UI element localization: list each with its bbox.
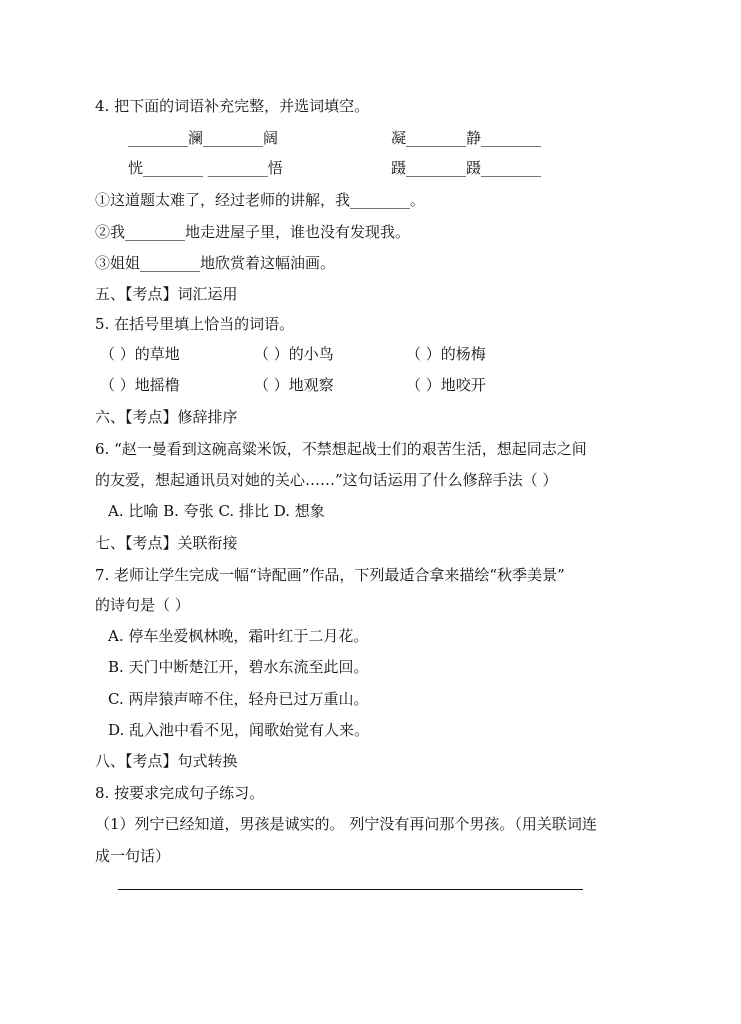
q7-option-a: A. 停车坐爱枫林晚，霜叶红于二月花。 <box>108 627 369 645</box>
q5-prompt: 5. 在括号里填上恰当的词语。 <box>95 315 295 333</box>
q5-row1-item3: （ ）的杨梅 <box>406 345 486 363</box>
q4-words-row2-left: 恍________ ________悟 <box>128 159 283 177</box>
section-6-heading: 六、【考点】修辞排序 <box>95 408 238 426</box>
q7-option-b: B. 天门中断楚江开，碧水东流至此回。 <box>108 658 369 676</box>
q7-option-d: D. 乱入池中看不见，闻歌始觉有人来。 <box>108 721 370 739</box>
q6-prompt-line-1: 6. “赵一曼看到这碗高粱米饭，不禁想起战士们的艰苦生活，想起同志之间 <box>95 440 587 458</box>
q8-item1-line-2: 成一句话） <box>95 847 171 865</box>
section-7-heading: 七、【考点】关联衔接 <box>95 534 238 552</box>
q8-item1-line-1: （1）列宁已经知道，男孩是诚实的。 列宁没有再问那个男孩。（用关联词连 <box>95 815 597 833</box>
q4-prompt: 4. 把下面的词语补充完整，并选词填空。 <box>95 97 370 115</box>
q4-words-row2-right: 蹑________蹑________ <box>391 159 542 177</box>
q4-fill-1: ①这道题太难了，经过老师的讲解，我________。 <box>95 191 426 209</box>
q6-options: A. 比喻 B. 夸张 C. 排比 D. 想象 <box>108 502 325 520</box>
q4-fill-2: ②我________地走进屋子里，谁也没有发现我。 <box>95 223 411 241</box>
q4-words-row1-right: 凝________静________ <box>391 129 542 147</box>
q8-prompt: 8. 按要求完成句子练习。 <box>95 784 265 802</box>
q5-row1-item2: （ ）的小鸟 <box>254 345 334 363</box>
answer-blank-line <box>118 889 583 890</box>
q5-row1-item1: （ ）的草地 <box>100 345 180 363</box>
q5-row2-item1: （ ）地摇橹 <box>100 376 180 394</box>
q7-prompt-line-1: 7. 老师让学生完成一幅“诗配画”作品，下列最适合拿来描绘“秋季美景” <box>95 566 565 584</box>
q5-row2-item3: （ ）地咬开 <box>406 376 486 394</box>
q4-fill-3: ③姐姐________地欣赏着这幅油画。 <box>95 254 336 272</box>
q7-option-c: C. 两岸猿声啼不住，轻舟已过万重山。 <box>108 690 369 708</box>
q5-row2-item2: （ ）地观察 <box>254 376 334 394</box>
q7-prompt-line-2: 的诗句是（ ） <box>95 596 190 614</box>
q4-words-row1-left: ________澜________阔 <box>128 129 279 147</box>
section-5-heading: 五、【考点】词汇运用 <box>95 285 238 303</box>
section-8-heading: 八、【考点】句式转换 <box>95 752 238 770</box>
q6-prompt-line-2: 的友爱，想起通讯员对她的关心……”这句话运用了什么修辞手法（ ） <box>95 471 558 489</box>
